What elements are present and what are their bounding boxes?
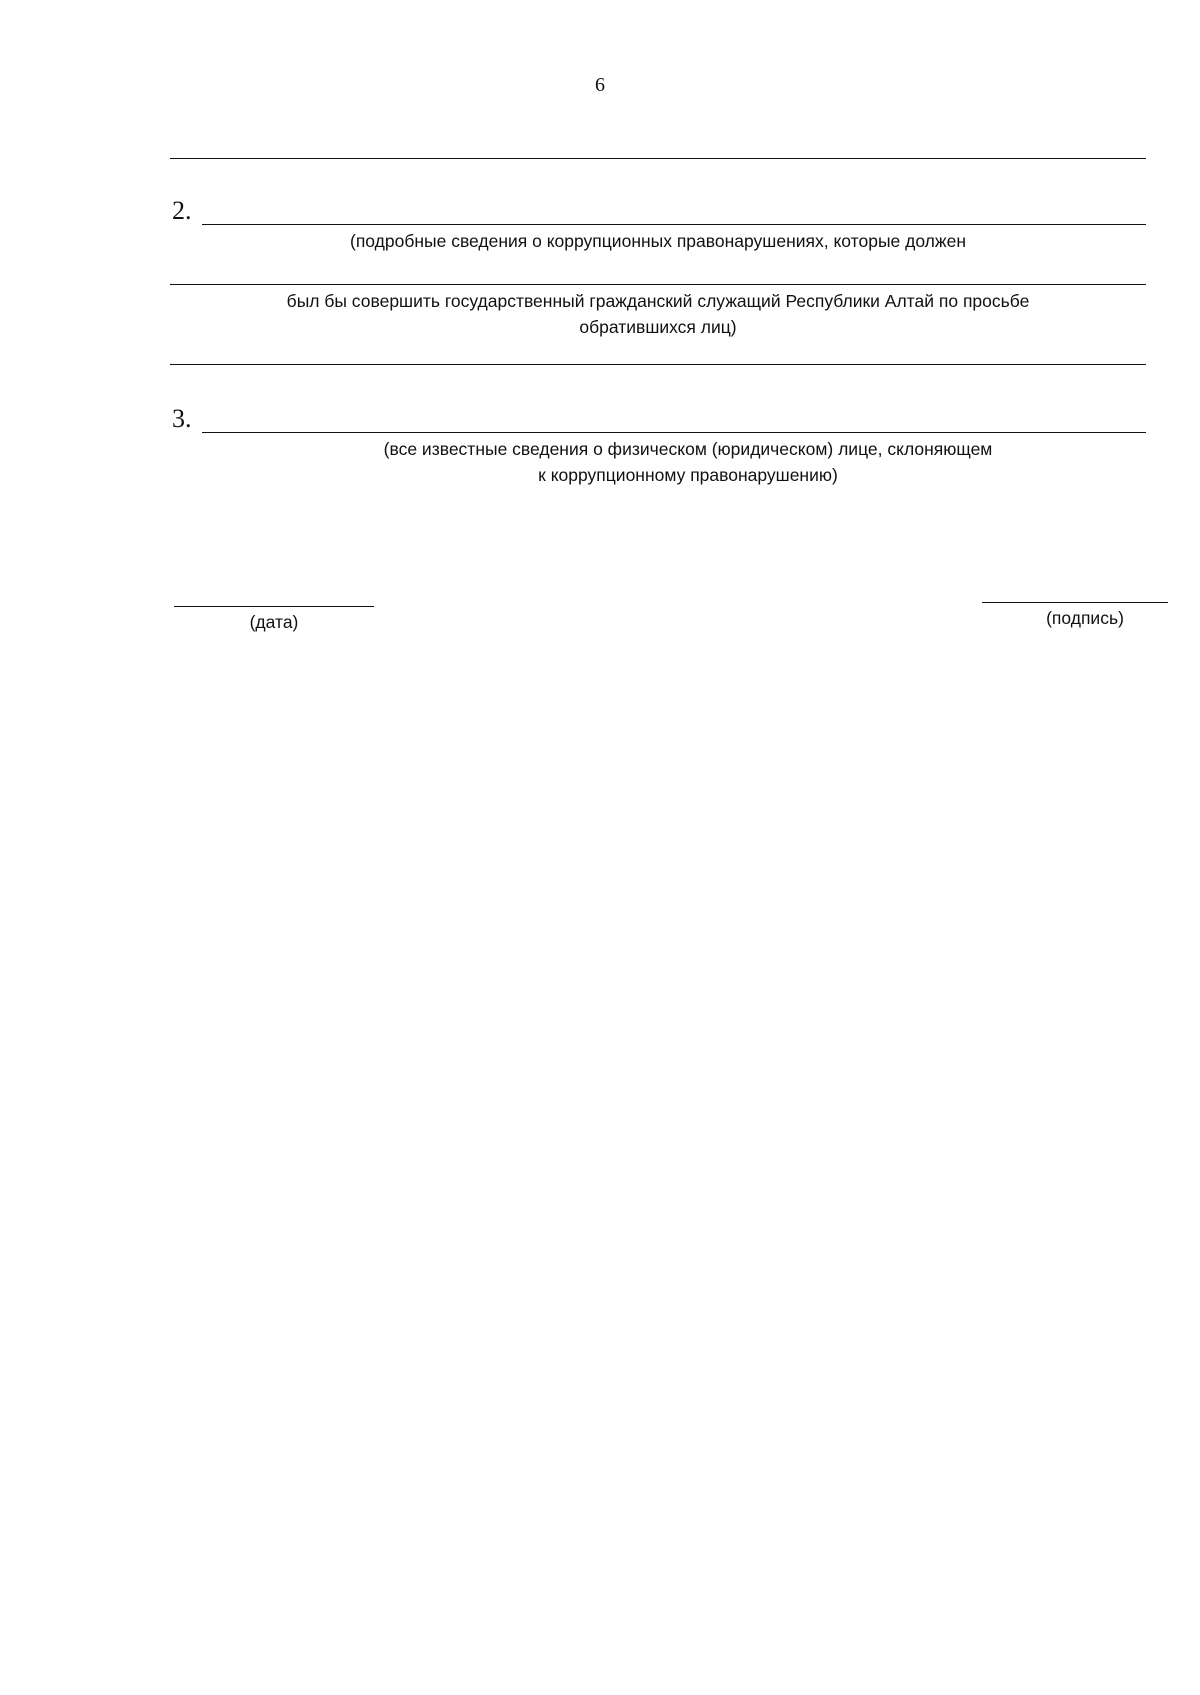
item-2-hint-line-2: был бы совершить государственный гражданский служащий Республики Алтай по просьбе [286, 291, 1030, 311]
date-line [174, 606, 374, 607]
item-3-hint-line-2: к коррупционному правонарушению) [538, 465, 838, 485]
item-2-fill-line-3 [170, 364, 1146, 365]
item-3-number: 3. [172, 404, 192, 433]
item-3-hint-line-1: (все известные сведения о физическом (юридическом) лице, склоняющем [383, 439, 993, 459]
signature-line [982, 602, 1168, 603]
item-2-hint-line-3: обратившихся лиц) [579, 317, 737, 337]
item-2-hint-line-1: (подробные сведения о коррупционных правонарушениях, которые должен [350, 231, 966, 251]
item-2-fill-line-2 [170, 284, 1146, 285]
signature-label: (подпись) [1046, 608, 1124, 628]
page-number: 6 [595, 74, 605, 96]
previous-item-fill-line [170, 158, 1146, 159]
item-2-number: 2. [172, 196, 192, 225]
item-3-fill-line [202, 432, 1146, 433]
item-2-fill-line [202, 224, 1146, 225]
date-label: (дата) [249, 612, 299, 632]
